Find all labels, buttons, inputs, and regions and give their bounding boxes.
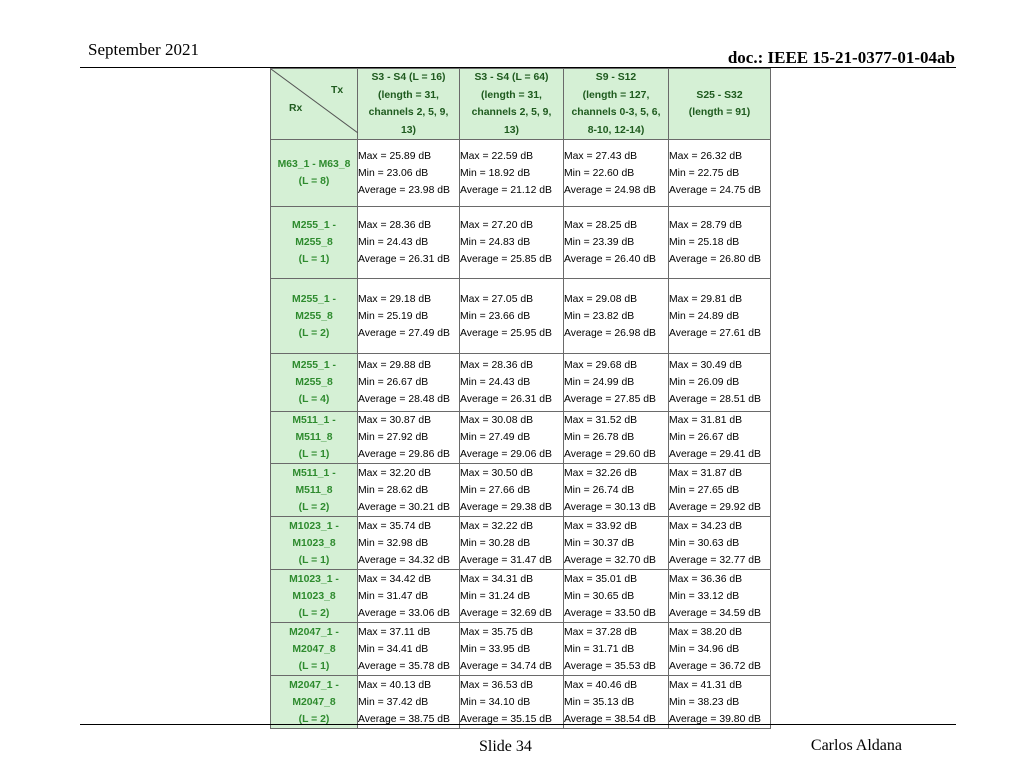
value-cell — [460, 623, 564, 676]
max-value: Max = 30.50 dB — [460, 467, 534, 479]
table-row — [271, 279, 771, 354]
row-label — [271, 207, 358, 279]
average-value: Average = 35.53 dB — [564, 660, 656, 672]
max-value: Max = 33.92 dB — [564, 520, 638, 532]
row-label-line: M255_8 — [295, 310, 333, 322]
average-value: Average = 25.95 dB — [460, 327, 552, 339]
min-value: Min = 25.18 dB — [669, 237, 740, 248]
average-value: Average = 24.98 dB — [564, 184, 656, 196]
max-value: Max = 35.75 dB — [460, 626, 534, 638]
value-cell — [358, 464, 460, 517]
min-value: Min = 33.12 dB — [669, 590, 740, 602]
value-cell — [669, 517, 771, 570]
value-cell — [460, 464, 564, 517]
col-header-2 — [460, 69, 564, 140]
average-value: Average = 28.51 dB — [669, 394, 761, 405]
value-cell — [564, 140, 669, 207]
min-value: Min = 24.83 dB — [460, 237, 531, 248]
row-label-line: M2047_8 — [292, 696, 336, 708]
min-value: Min = 24.89 dB — [669, 310, 740, 322]
min-value: Min = 27.65 dB — [669, 484, 740, 496]
min-value: Min = 24.99 dB — [564, 377, 635, 388]
row-label-line: (L = 2) — [298, 713, 330, 725]
value-cell — [669, 279, 771, 354]
value-cell — [669, 140, 771, 207]
max-value: Max = 34.42 dB — [358, 573, 432, 585]
average-value: Average = 32.70 dB — [564, 554, 656, 566]
max-value: Max = 34.23 dB — [669, 520, 743, 532]
row-label — [271, 623, 358, 676]
row-label — [271, 140, 358, 207]
col-header-line: (length = 31, — [481, 89, 542, 101]
value-cell — [460, 676, 564, 729]
max-value: Max = 41.31 dB — [669, 679, 743, 691]
row-label-line: M1023_1 - — [289, 573, 339, 585]
value-cell — [460, 279, 564, 354]
min-value: Min = 26.67 dB — [669, 432, 740, 443]
min-value: Min = 31.71 dB — [564, 643, 635, 655]
row-label-line: (L = 1) — [298, 254, 330, 265]
max-value: Max = 27.43 dB — [564, 150, 638, 162]
min-value: Min = 23.06 dB — [358, 167, 429, 179]
col-header-line: S25 - S32 — [696, 89, 743, 101]
max-value: Max = 31.87 dB — [669, 467, 743, 479]
row-label-line: M511_8 — [295, 484, 333, 496]
average-value: Average = 29.60 dB — [564, 449, 656, 460]
min-value: Min = 26.09 dB — [669, 377, 740, 388]
max-value: Max = 37.28 dB — [564, 626, 638, 638]
value-cell — [564, 676, 669, 729]
row-label-line: M511_8 — [295, 432, 333, 443]
col-header-line: S3 - S4 (L = 64) — [474, 72, 549, 83]
value-cell — [358, 517, 460, 570]
average-value: Average = 27.61 dB — [669, 327, 761, 339]
row-label-line: (L = 1) — [298, 554, 330, 566]
min-value: Min = 25.19 dB — [358, 310, 429, 322]
row-label — [271, 570, 358, 623]
table-row — [271, 207, 771, 279]
average-value: Average = 24.75 dB — [669, 184, 761, 196]
min-value: Min = 34.10 dB — [460, 696, 531, 708]
row-label-line: M2047_1 - — [289, 626, 339, 638]
row-label-line: M1023_8 — [292, 590, 336, 602]
col-header-line: (length = 31, — [378, 89, 439, 101]
min-value: Min = 24.43 dB — [358, 237, 429, 248]
min-value: Min = 32.98 dB — [358, 537, 429, 549]
value-cell — [358, 207, 460, 279]
min-value: Min = 28.62 dB — [358, 484, 429, 496]
row-label-line: (L = 4) — [298, 394, 330, 405]
min-value: Min = 34.41 dB — [358, 643, 429, 655]
max-value: Max = 27.05 dB — [460, 293, 534, 305]
min-value: Min = 23.82 dB — [564, 310, 635, 322]
max-value: Max = 28.36 dB — [358, 220, 432, 231]
max-value: Max = 29.08 dB — [564, 293, 638, 305]
max-value: Max = 22.59 dB — [460, 150, 534, 162]
value-cell — [460, 412, 564, 464]
max-value: Max = 40.13 dB — [358, 679, 432, 691]
col-header-1 — [358, 69, 460, 140]
max-value: Max = 31.81 dB — [669, 415, 743, 426]
average-value: Average = 27.85 dB — [564, 394, 656, 405]
max-value: Max = 36.53 dB — [460, 679, 534, 691]
table-row — [271, 412, 771, 464]
average-value: Average = 36.72 dB — [669, 660, 761, 672]
max-value: Max = 29.81 dB — [669, 293, 743, 305]
value-cell — [564, 354, 669, 412]
max-value: Max = 28.79 dB — [669, 220, 743, 231]
row-label-line: M511_1 - — [292, 467, 336, 479]
average-value: Average = 39.80 dB — [669, 713, 761, 725]
table-row — [271, 570, 771, 623]
average-value: Average = 26.80 dB — [669, 254, 761, 265]
table-row — [271, 464, 771, 517]
value-cell — [358, 570, 460, 623]
max-value: Max = 29.88 dB — [358, 360, 432, 371]
value-cell — [669, 623, 771, 676]
min-value: Min = 30.28 dB — [460, 537, 531, 549]
col-header-3 — [564, 69, 669, 140]
value-cell — [358, 412, 460, 464]
header-doc-id: doc.: IEEE 15-21-0377-01-04ab — [727, 48, 955, 67]
value-cell — [564, 570, 669, 623]
table-row — [271, 354, 771, 412]
min-value: Min = 30.37 dB — [564, 537, 635, 549]
average-value: Average = 21.12 dB — [460, 184, 552, 196]
average-value: Average = 38.54 dB — [564, 713, 656, 725]
max-value: Max = 29.18 dB — [358, 293, 432, 305]
row-label-line: M511_1 - — [292, 415, 336, 426]
results-table — [270, 68, 771, 729]
col-header-line: S3 - S4 (L = 16) — [371, 72, 446, 83]
footer-author: Carlos Aldana — [810, 737, 902, 754]
average-value: Average = 29.86 dB — [358, 449, 450, 460]
max-value: Max = 37.11 dB — [358, 626, 431, 638]
row-label-line: M255_1 - — [292, 360, 336, 371]
average-value: Average = 32.77 dB — [669, 554, 761, 566]
max-value: Max = 34.31 dB — [460, 573, 534, 585]
average-value: Average = 26.31 dB — [358, 254, 450, 265]
average-value: Average = 26.40 dB — [564, 254, 656, 265]
value-cell — [460, 140, 564, 207]
min-value: Min = 27.49 dB — [460, 432, 531, 443]
value-cell — [564, 517, 669, 570]
min-value: Min = 35.13 dB — [564, 696, 635, 708]
col-header-line: channels 0-3, 5, 6, — [571, 107, 661, 118]
corner-tx-label: Tx — [331, 85, 344, 96]
average-value: Average = 26.98 dB — [564, 327, 656, 339]
max-value: Max = 32.26 dB — [564, 467, 638, 479]
value-cell — [564, 623, 669, 676]
max-value: Max = 25.89 dB — [358, 150, 432, 162]
col-header-line: (length = 91) — [688, 107, 751, 118]
col-header-4 — [669, 69, 771, 140]
row-label-line: M255_1 - — [292, 293, 336, 305]
row-label-line: (L = 1) — [298, 449, 330, 460]
min-value: Min = 18.92 dB — [460, 167, 531, 179]
value-cell — [460, 517, 564, 570]
min-value: Min = 38.23 dB — [669, 696, 740, 708]
col-header-line: 8-10, 12-14) — [587, 124, 645, 136]
min-value: Min = 23.66 dB — [460, 310, 531, 322]
max-value: Max = 35.74 dB — [358, 520, 432, 532]
max-value: Max = 30.87 dB — [358, 415, 432, 426]
row-label-line: M255_8 — [295, 237, 333, 248]
average-value: Average = 35.78 dB — [358, 660, 450, 672]
value-cell — [669, 207, 771, 279]
corner-diagonal — [271, 69, 358, 133]
value-cell — [669, 464, 771, 517]
min-value: Min = 22.75 dB — [669, 167, 740, 179]
row-label-line: (L = 2) — [298, 327, 330, 339]
corner-cell — [271, 69, 358, 140]
max-value: Max = 36.36 dB — [669, 573, 743, 585]
header-row — [271, 69, 771, 140]
max-value: Max = 35.01 dB — [564, 573, 638, 585]
col-header-line: 13) — [400, 124, 417, 136]
row-label-line: (L = 8) — [298, 176, 330, 187]
value-cell — [564, 464, 669, 517]
value-cell — [669, 570, 771, 623]
footer-divider — [80, 724, 956, 725]
average-value: Average = 38.75 dB — [358, 713, 450, 725]
value-cell — [460, 570, 564, 623]
min-value: Min = 27.92 dB — [358, 432, 429, 443]
average-value: Average = 30.21 dB — [358, 501, 450, 513]
min-value: Min = 37.42 dB — [358, 696, 429, 708]
header-date: September 2021 — [88, 40, 199, 59]
value-cell — [669, 676, 771, 729]
row-label-line: M255_1 - — [292, 220, 336, 231]
min-value: Min = 30.63 dB — [669, 537, 740, 549]
col-header-line: S9 - S12 — [595, 72, 637, 83]
results-table-body — [271, 69, 771, 729]
row-label-line: (L = 2) — [298, 607, 330, 619]
row-label-line: M2047_8 — [292, 643, 336, 655]
value-cell — [669, 354, 771, 412]
value-cell — [358, 676, 460, 729]
col-header-line: 13) — [503, 124, 520, 136]
max-value: Max = 32.22 dB — [460, 520, 534, 532]
row-label — [271, 279, 358, 354]
value-cell — [564, 412, 669, 464]
value-cell — [460, 207, 564, 279]
value-cell — [358, 354, 460, 412]
average-value: Average = 26.31 dB — [460, 394, 552, 405]
value-cell — [358, 623, 460, 676]
average-value: Average = 35.15 dB — [460, 713, 552, 725]
average-value: Average = 25.85 dB — [460, 254, 552, 265]
average-value: Average = 29.41 dB — [669, 449, 761, 460]
row-label — [271, 412, 358, 464]
max-value: Max = 40.46 dB — [564, 679, 638, 691]
value-cell — [564, 279, 669, 354]
row-label — [271, 354, 358, 412]
corner-rx-label: Rx — [289, 103, 303, 114]
value-cell — [358, 140, 460, 207]
row-label — [271, 676, 358, 729]
average-value: Average = 34.74 dB — [460, 660, 552, 672]
max-value: Max = 30.08 dB — [460, 415, 534, 426]
col-header-line: channels 2, 5, 9, — [471, 107, 552, 118]
max-value: Max = 28.25 dB — [564, 220, 638, 231]
min-value: Min = 27.66 dB — [460, 484, 531, 496]
min-value: Min = 24.43 dB — [460, 377, 531, 388]
average-value: Average = 23.98 dB — [358, 184, 450, 196]
row-label-line: M1023_8 — [292, 537, 336, 549]
average-value: Average = 27.49 dB — [358, 327, 450, 339]
row-label — [271, 464, 358, 517]
min-value: Min = 26.78 dB — [564, 432, 635, 443]
average-value: Average = 29.92 dB — [669, 501, 761, 513]
row-label-line: M63_1 - M63_8 — [277, 159, 351, 170]
min-value: Min = 30.65 dB — [564, 590, 635, 602]
max-value: Max = 28.36 dB — [460, 360, 534, 371]
average-value: Average = 30.13 dB — [564, 501, 656, 513]
col-header-line: channels 2, 5, 9, — [368, 107, 449, 118]
average-value: Average = 28.48 dB — [358, 394, 450, 405]
max-value: Max = 30.49 dB — [669, 360, 743, 371]
max-value: Max = 26.32 dB — [669, 150, 743, 162]
min-value: Min = 26.67 dB — [358, 377, 429, 388]
value-cell — [358, 279, 460, 354]
row-label-line: (L = 1) — [298, 660, 330, 672]
table-row — [271, 517, 771, 570]
average-value: Average = 31.47 dB — [460, 554, 552, 566]
min-value: Min = 23.39 dB — [564, 237, 635, 248]
slide-number: Slide 34 — [479, 738, 532, 755]
min-value: Min = 34.96 dB — [669, 643, 740, 655]
row-label — [271, 517, 358, 570]
table-row — [271, 676, 771, 729]
average-value: Average = 34.32 dB — [358, 554, 450, 566]
max-value: Max = 32.20 dB — [358, 467, 432, 479]
min-value: Min = 31.24 dB — [460, 590, 531, 602]
max-value: Max = 27.20 dB — [460, 220, 534, 231]
average-value: Average = 29.38 dB — [460, 501, 552, 513]
value-cell — [564, 207, 669, 279]
average-value: Average = 33.50 dB — [564, 607, 656, 619]
value-cell — [669, 412, 771, 464]
max-value: Max = 29.68 dB — [564, 360, 638, 371]
row-label-line: M1023_1 - — [289, 520, 339, 532]
value-cell — [460, 354, 564, 412]
average-value: Average = 29.06 dB — [460, 449, 552, 460]
max-value: Max = 31.52 dB — [564, 415, 638, 426]
row-label-line: (L = 2) — [298, 501, 330, 513]
row-label-line: M2047_1 - — [289, 679, 339, 691]
max-value: Max = 38.20 dB — [669, 626, 743, 638]
average-value: Average = 34.59 dB — [669, 607, 761, 619]
table-row — [271, 623, 771, 676]
row-label-line: M255_8 — [295, 377, 333, 388]
min-value: Min = 26.74 dB — [564, 484, 635, 496]
col-header-line: (length = 127, — [582, 89, 650, 101]
average-value: Average = 32.69 dB — [460, 607, 552, 619]
min-value: Min = 31.47 dB — [358, 590, 429, 602]
min-value: Min = 33.95 dB — [460, 643, 531, 655]
table-row — [271, 140, 771, 207]
min-value: Min = 22.60 dB — [564, 167, 635, 179]
average-value: Average = 33.06 dB — [358, 607, 450, 619]
